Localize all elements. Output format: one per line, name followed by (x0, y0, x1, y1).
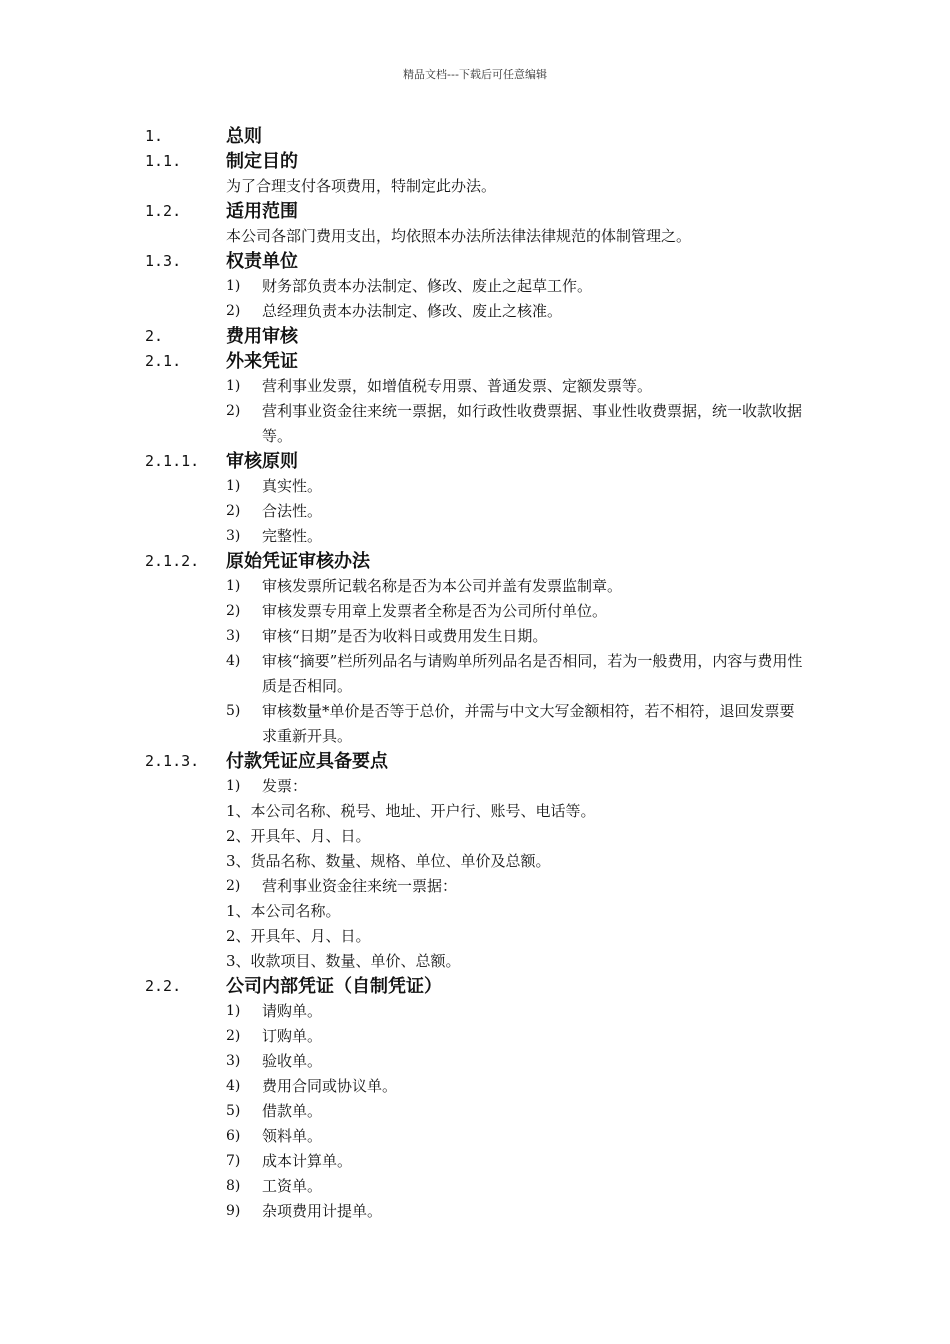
list-item-number: 5) (226, 703, 241, 719)
list-item-number: 3) (226, 528, 241, 544)
section-heading (0, 124, 950, 149)
heading-title: 审核原则 (226, 451, 298, 472)
paragraph-text: 为了合理支付各项费用，特制定此办法。 (226, 177, 497, 195)
heading-title: 外来凭证 (226, 351, 298, 372)
heading-number: 2.1.2. (145, 552, 200, 570)
sub-item (0, 924, 950, 949)
sub-item-text: 1、本公司名称。 (226, 902, 341, 920)
heading-title: 公司内部凭证（自制凭证） (226, 976, 442, 997)
list-item-text: 发票： (262, 777, 308, 795)
list-item-text: 完整性。 (262, 527, 323, 545)
list-item (0, 474, 950, 499)
list-item-text: 营利事业发票，如增值税专用票、普通发票、定额发票等。 (262, 377, 653, 395)
sub-item (0, 799, 950, 824)
list-item (0, 624, 950, 649)
paragraph (0, 174, 950, 199)
list-item-number: 3) (226, 1053, 241, 1069)
list-item-number: 2) (226, 878, 241, 894)
section-heading (0, 749, 950, 774)
list-item (0, 274, 950, 299)
list-item-number: 9) (226, 1203, 241, 1219)
section-heading (0, 549, 950, 574)
heading-title: 适用范围 (226, 201, 298, 222)
section-heading (0, 349, 950, 374)
heading-title: 总则 (226, 126, 262, 147)
list-item-number: 1) (226, 578, 241, 594)
heading-number: 2.1.3. (145, 752, 200, 770)
sub-item-text: 3、货品名称、数量、规格、单位、单价及总额。 (226, 852, 551, 870)
list-item-text: 工资单。 (262, 1177, 323, 1195)
list-item-number: 5) (226, 1103, 241, 1119)
list-item-number: 2) (226, 603, 241, 619)
sub-item (0, 949, 950, 974)
list-item-number: 6) (226, 1128, 241, 1144)
list-item (0, 1099, 950, 1124)
sub-item-text: 3、收款项目、数量、单价、总额。 (226, 952, 461, 970)
list-item-number: 1) (226, 778, 241, 794)
list-item (0, 299, 950, 324)
list-item-number: 1) (226, 278, 241, 294)
list-item-number: 2) (226, 303, 241, 319)
list-item (0, 1124, 950, 1149)
list-item-number: 7) (226, 1153, 241, 1169)
heading-number: 2.1.1. (145, 452, 200, 470)
list-item-number: 2) (226, 1028, 241, 1044)
list-item-text: 领料单。 (262, 1127, 323, 1145)
list-item (0, 999, 950, 1024)
list-item-text: 杂项费用计提单。 (262, 1202, 383, 1220)
section-heading (0, 449, 950, 474)
heading-title: 原始凭证审核办法 (226, 551, 370, 572)
list-item-text: 审核发票所记载名称是否为本公司并盖有发票监制章。 (262, 577, 623, 595)
section-heading (0, 199, 950, 224)
list-item-number: 4) (226, 1078, 241, 1094)
heading-title: 权责单位 (226, 251, 298, 272)
sub-item (0, 824, 950, 849)
list-item-text: 订购单。 (262, 1027, 323, 1045)
section-heading (0, 324, 950, 349)
heading-number: 1.1. (145, 152, 182, 170)
list-item-number: 1) (226, 1003, 241, 1019)
list-item (0, 874, 950, 899)
heading-title: 费用审核 (226, 326, 298, 347)
sub-item-text: 2、开具年、月、日。 (226, 927, 371, 945)
list-item (0, 1074, 950, 1099)
heading-number: 2. (145, 327, 164, 345)
paragraph (0, 224, 950, 249)
list-item (0, 499, 950, 524)
list-item (0, 699, 950, 749)
sub-item-text: 2、开具年、月、日。 (226, 827, 371, 845)
list-item (0, 649, 950, 699)
heading-number: 2.2. (145, 977, 182, 995)
list-item-number: 3) (226, 628, 241, 644)
list-item-text: 审核“摘要”栏所列品名与请购单所列品名是否相同，若为一般费用，内容与费用性质是否相同。 (262, 652, 803, 695)
list-item-text: 审核发票专用章上发票者全称是否为公司所付单位。 (262, 602, 608, 620)
list-item-text: 费用合同或协议单。 (262, 1077, 398, 1095)
heading-number: 2.1. (145, 352, 182, 370)
list-item (0, 374, 950, 399)
list-item (0, 599, 950, 624)
list-item-number: 2) (226, 403, 241, 419)
list-item-text: 成本计算单。 (262, 1152, 353, 1170)
heading-number: 1. (145, 127, 164, 145)
list-item (0, 1174, 950, 1199)
list-item-text: 合法性。 (262, 502, 323, 520)
list-item (0, 574, 950, 599)
list-item-number: 2) (226, 503, 241, 519)
list-item-text: 借款单。 (262, 1102, 323, 1120)
list-item (0, 1199, 950, 1224)
list-item-number: 1) (226, 378, 241, 394)
section-heading (0, 149, 950, 174)
list-item (0, 1149, 950, 1174)
list-item-text: 审核“日期”是否为收料日或费用发生日期。 (262, 627, 548, 645)
list-item-text: 营利事业资金往来统一票据： (262, 877, 458, 895)
list-item-number: 4) (226, 653, 241, 669)
list-item (0, 399, 950, 449)
list-item-text: 营利事业资金往来统一票据，如行政性收费票据、事业性收费票据，统一收款收据等。 (262, 402, 803, 445)
list-item-number: 8) (226, 1178, 241, 1194)
sub-item (0, 849, 950, 874)
paragraph-text: 本公司各部门费用支出，均依照本办法所法律法律规范的体制管理之。 (226, 227, 692, 245)
section-heading (0, 974, 950, 999)
list-item-number: 1) (226, 478, 241, 494)
list-item (0, 1024, 950, 1049)
list-item-text: 审核数量*单价是否等于总价，并需与中文大写金额相符，若不相符，退回发票要求重新开具。 (262, 702, 795, 745)
sub-item-text: 1、本公司名称、税号、地址、开户行、账号、电话等。 (226, 802, 596, 820)
sub-item (0, 899, 950, 924)
page-header: 精品文档---下载后可任意编辑 (403, 68, 547, 81)
list-item-text: 真实性。 (262, 477, 323, 495)
section-heading (0, 249, 950, 274)
list-item-text: 财务部负责本办法制定、修改、废止之起草工作。 (262, 277, 593, 295)
list-item (0, 524, 950, 549)
heading-title: 制定目的 (226, 151, 298, 172)
list-item-text: 请购单。 (262, 1002, 323, 1020)
heading-number: 1.2. (145, 202, 182, 220)
list-item-text: 验收单。 (262, 1052, 323, 1070)
list-item-text: 总经理负责本办法制定、修改、废止之核准。 (262, 302, 563, 320)
document-body (0, 124, 950, 1224)
list-item (0, 1049, 950, 1074)
heading-number: 1.3. (145, 252, 182, 270)
heading-title: 付款凭证应具备要点 (226, 751, 388, 772)
list-item (0, 774, 950, 799)
